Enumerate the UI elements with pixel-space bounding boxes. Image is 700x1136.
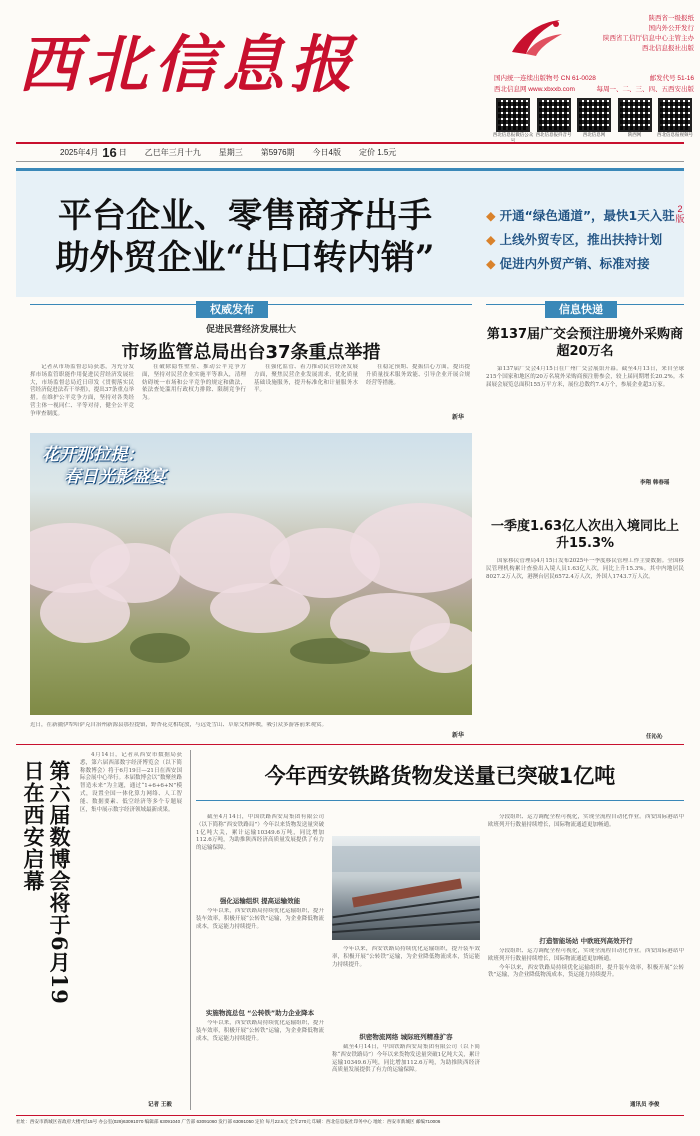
qr-caption: 西北信息报视频号 [657, 132, 693, 137]
lead-bullets [486, 204, 675, 276]
qr-code-item[interactable] [575, 98, 613, 144]
lead-bullet: ◆ 促进内外贸产销、标准对接 [486, 256, 650, 271]
photo-title-line: 春日光影盛宴 [64, 467, 166, 487]
diamond-icon: ◆ [486, 208, 496, 223]
article-column: 在强化监管、着力推动民营经济发展方面，聚焦民营企业发展需求，优化质量基础设施服务，提升标准化和计量服务水平。 [254, 364, 358, 394]
lead-headline-line: 平台企业、零售商齐出手 [58, 196, 432, 236]
pub-info-line: 陕西省工信厅信息中心主管主办 [603, 35, 694, 42]
photo-caption: 近日，在新疆伊犁哈萨克自治州新源县那拉提镇，野杏花竞相绽放，与远处雪山、草原交相辉映，吸引众多游客前来观赏。 [30, 722, 328, 728]
article-column: 在破除隐性壁垒、推动公平竞争方面，坚持对民营企业实施平等准入，清理妨碍统一市场和公平竞争的规定和做法，依法查处滥用行政权力排除、限制竞争行为。 [142, 364, 246, 402]
railway-subhead-3: 织密物流网络 城际班列精准扩容 [359, 1033, 453, 1041]
qr-code-icon [577, 98, 611, 132]
photo-title [42, 444, 166, 488]
weekday: 星期三 [218, 148, 243, 157]
section-divider [16, 744, 684, 745]
diamond-icon: ◆ [486, 232, 496, 247]
railway-body-left-2: 今年以来，西安铁路局持续优化运输组织，提升装车效率，积极开展“公转铁”运输，为企业降低物流成本，货运能力持续提升。 [196, 908, 324, 930]
qr-code-icon [618, 98, 652, 132]
date-prefix: 2025年4月 [60, 148, 99, 157]
railway-subhead-1: 强化运输组织 提高运输效能 [219, 897, 301, 905]
qr-caption: 西北信息报抖音号 [535, 132, 572, 137]
lead-bullet: ◆ 开通“绿色通道”，最快1天入驻 [486, 208, 675, 223]
lead-headline-line: 助外贸企业“出口转内销” [55, 238, 435, 278]
newsflash-story1-headline[interactable]: 第137届广交会预注册境外采购商超20万名 [486, 327, 684, 359]
railway-body-right-2: 分段组织、运力调配全程可视化，实现全流程自动化作业。西安国际港站中欧班列开行数量持续增长，国际物流通道更加畅通。 今年以来，西安铁路局持续优化运输组织，提升装车效率，积极开展“公转铁”运输，为企业降低物流成本，货运能力持续提升。 [488, 948, 684, 979]
authority-columns [30, 364, 472, 418]
forum-body: 4月14日，记者从西安市数据局获悉，第六届西部数字经济博览会（以下简称数博会）将于6月19日—21日在西安国际会展中心举行。本届数博会以“数聚丝路 智造未来”为主题，通过“1+6+6+N”模式，设置全国一体化算力网络、人工智能、数据要素、低空经济等多个专题展区，集中展示数字经济领域最新成果。 [80, 752, 182, 813]
qr-code-item[interactable] [494, 98, 532, 144]
railway-body-mid-2: 截至4月14日，中国铁路西安局集团有限公司（以下简称“西安铁路局”）今年以来货物发送量突破1亿吨大关，累计运输10349.6万吨，同比增加112.6万吨，为助推陕西经济高质量发展提供了有力的运输保障。 [332, 1044, 480, 1074]
lunar-date: 乙巳年三月十九 [144, 148, 201, 157]
newsflash-story2-byline: 任沁沁 [646, 734, 663, 740]
masthead-info-lines [494, 73, 694, 95]
lead-headline[interactable] [30, 195, 460, 279]
newsflash-story1-byline: 李翔 韩春瑶 [640, 480, 670, 486]
qr-code-icon [537, 98, 571, 132]
column-divider [190, 750, 191, 1110]
qr-code-icon [496, 98, 530, 132]
pub-info-line: 陕西省一级报纸 [648, 15, 694, 22]
pub-info-line: 西北信息报社出版 [642, 45, 694, 52]
railway-subhead-2: 实施物流总包 “公转铁”助力企业降本 [205, 1009, 315, 1017]
date-day: 16 [102, 145, 117, 160]
qr-code-item[interactable] [616, 98, 654, 144]
publication-info [570, 14, 694, 54]
forum-vertical-headline[interactable]: 第六届数博会将于6月19日在西安启幕 [21, 760, 72, 1005]
freight-train-photo [332, 836, 480, 940]
photo-title-line: 花开那拉提： [42, 445, 144, 465]
issue-number: 第5976期 [260, 148, 295, 157]
qr-code-row [494, 98, 694, 144]
railway-body-mid: 今年以来，西安铁路局持续优化运输组织，提升装车效率，积极开展“公转铁”运输，为企业降低物流成本，货运能力持续提升。 [332, 946, 480, 968]
qr-caption: 西北信息网 [582, 132, 606, 137]
authority-subhead: 促进民营经济发展壮大 [205, 325, 296, 335]
lead-bullet: ◆ 上线外贸专区，推出扶持计划 [486, 232, 663, 247]
price: 定价 1.5元 [358, 148, 397, 157]
qr-code-item[interactable] [656, 98, 694, 144]
qr-code-icon [658, 98, 692, 132]
pub-info-line: 国内外公开发行 [648, 25, 694, 32]
footer-imprint: 社址：西安市新城区省政府大楼7层15号 办公室(029)63091070 编辑部 63091040 广告部 63091060 发行部 63091050 定价 每月22.5元 全年270元 印刷：西北信息报社印务中心 地址：西安市新城区 邮编710006 [16, 1115, 684, 1125]
newsflash-story2-body: 国家移民管理局4月15日发布2025年一季度移民管理工作主要数据。全国移民管理机构累计查验出入境人员1.63亿人次，同比上升15.3%。其中内地居民8027.2万人次，港澳台居民6572.4万人次，外国人1743.7万人次。 [486, 558, 684, 580]
newsflash-story2-headline[interactable]: 一季度1.63亿人次出入境同比上升15.3% [490, 519, 680, 551]
masthead-title: 西北信息报 [18, 28, 359, 101]
date-day-label: 日 [118, 148, 127, 157]
newsflash-story1-body: 第137届广交会4月15日在广州广交会展馆开幕。截至4月13日，来自全球215个国家和地区的20万名境外采购商预注册参会，较上届同期增长20.2%。本届展会展览总面积155万平方米，展位总数约7.4万个，参展企业超3万家。 [486, 366, 684, 388]
railway-body-right: 分段组织、运力调配全程可视化，实现全流程自动化作业。西安国际港站中欧班列开行数量持续增长，国际物流通道更加畅通。 [488, 814, 684, 828]
page-reference[interactable]: 2版 [675, 204, 685, 224]
qr-caption: 陕西网 [627, 132, 642, 137]
article-column: 在稳定预期、提振信心方面，提出提升质量技术服务效能、引导企业开展合规经营等措施。 [366, 364, 470, 386]
diamond-icon: ◆ [486, 256, 496, 271]
authority-tag-wrap [196, 298, 268, 317]
railway-headline[interactable]: 今年西安铁路货物发送量已突破1亿吨 [196, 760, 684, 801]
forum-byline: 记者 王毅 [148, 1102, 172, 1108]
railway-byline: 通讯员 李俊 [630, 1102, 660, 1108]
authority-section-tag: 权威发布 [196, 301, 268, 318]
qr-code-item[interactable] [535, 98, 573, 144]
railway-subhead-4: 打造智能场站 中欧班列高效开行 [539, 937, 633, 945]
website-link[interactable]: 西北信息网 www.xbxxb.com [494, 86, 575, 93]
qr-caption: 西北信息报微信公众号 [492, 132, 534, 143]
railway-body-left: 截至4月14日，中国铁路西安局集团有限公司（以下简称“西安铁路局”）今年以来货物发送量突破1亿吨大关，累计运输10349.6万吨，同比增加112.6万吨，为助推陕西经济高质量发展提供了有力的运输保障。 [196, 814, 324, 852]
newsflash-tag-wrap [545, 298, 617, 317]
postal-code: 邮发代号 51-16 [649, 75, 694, 82]
newspaper-emblem-icon [506, 14, 566, 58]
page-count: 今日4版 [312, 148, 341, 157]
newsflash-section-tag: 信息快递 [545, 301, 617, 318]
dateline [16, 142, 684, 162]
publish-schedule: 每周一、二、三、四、五西安出版 [596, 86, 694, 93]
article-column: 记者从市场监督总局获悉，为充分发挥市场监管职能作用促进民营经济发展壮大，市场监督总局近日印发《贯彻落实民营经济促进法若干举措》，提出37条重点举措。在维护公平竞争方面，坚持对各类经营主体一视同仁、平等对待，健全公平竞争审查制度。 [30, 364, 134, 417]
photo-byline: 新华 [452, 732, 465, 739]
authority-byline: 新华 [452, 414, 465, 421]
authority-headline[interactable]: 市场监管总局出台37条重点举措 [121, 342, 381, 363]
railway-body-left-3: 今年以来，西安铁路局持续优化运输组织，提升装车效率，积极开展“公转铁”运输，为企业降低物流成本，货运能力持续提升。 [196, 1020, 324, 1042]
cn-number: 国内统一连续出版物号 CN 61-0028 [494, 75, 596, 82]
